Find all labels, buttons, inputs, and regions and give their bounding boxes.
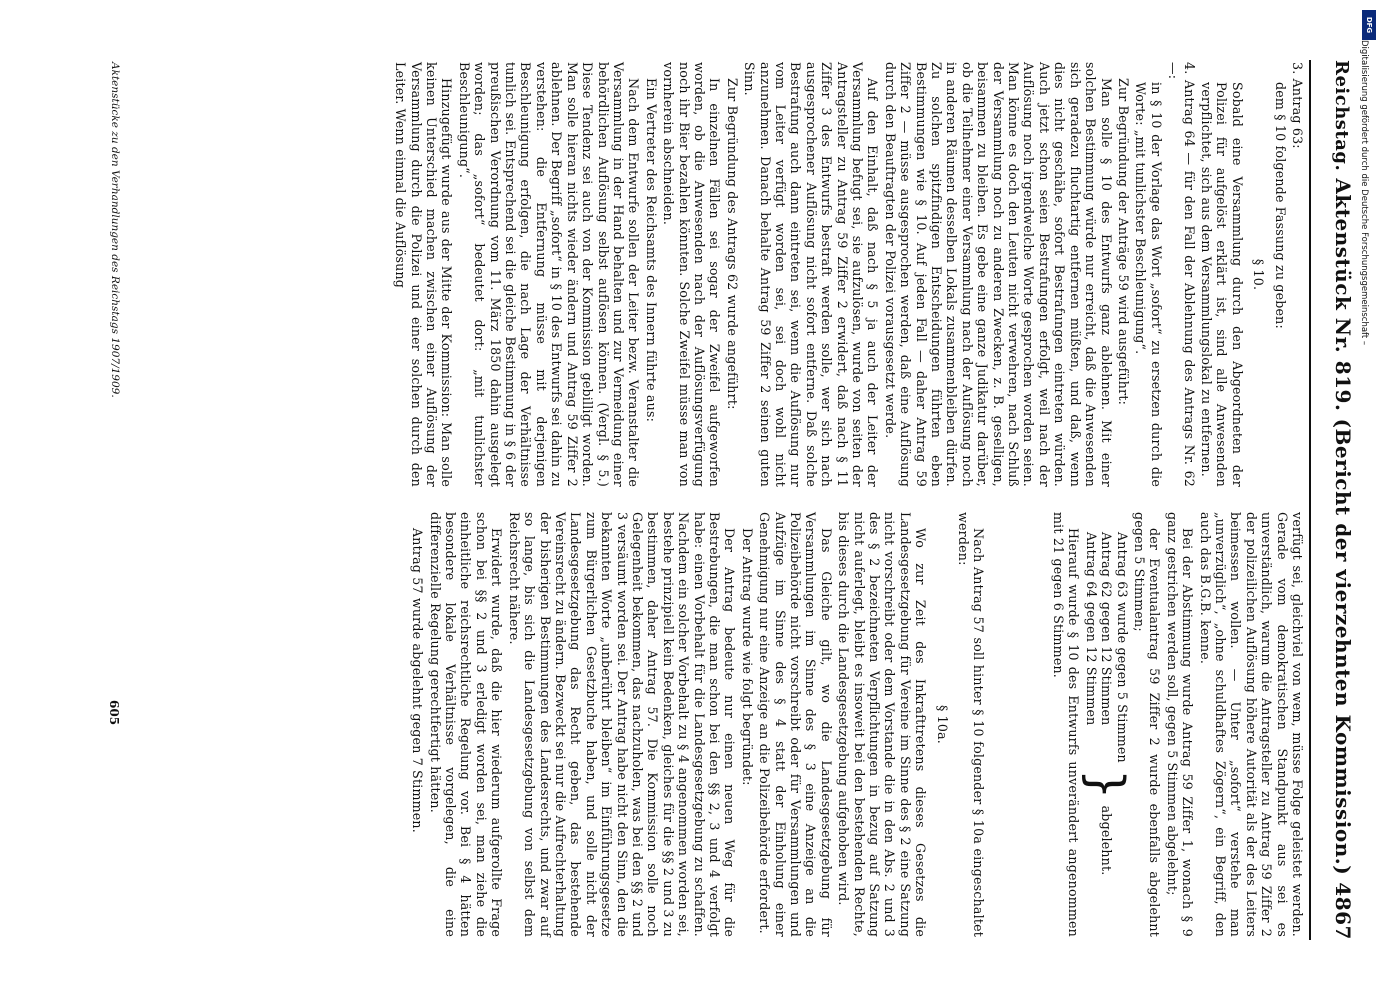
paragraph: Nach dem Entwurfe sollen der Leiter bezw. Veranstalter die Versammlung in der Hand behalten und zur Vermeidung einer behördlichen Auflösung selbst auflösen können. (Vergl. § 5.) Diese Tendenz sei auch von der Kommission gebilligt worden. Man solle hieran nichts wieder ändern und Antrag 59 Ziffer 2 ablehnen. Der Begriff „sofort“ in § 10 des Entwurfs sei dahin zu verstehen: die Entfernung müsse mit derjenigen Beschleunigung erfolgen, die nach Lage der Verhältnisse tunlich sei. Entsprechend sei die gleiche Bestimmung in § 6 der preußischen Verordnung vom 11. März 1850 dahin ausgelegt worden; das „sofort“ bedeutet dort: „mit tunlichster Beschleunigung“.	[456, 62, 642, 487]
paragraph: Das Gleiche gilt, wo die Landesgesetzgebung für Versammlungen im Sinne des § 3 eine Anzeige an die Polizeibehörde nicht vorschreibt oder für Versammlungen und Aufzüge im Sinne des § 4 statt der Einholung einer Genehmigung nur eine Anzeige an die Polizeibehörde erfordert.	[757, 512, 834, 937]
paragraph: Zur Begründung des Antrags 62 wurde angeführt:	[724, 78, 740, 410]
page-number: 4867	[1331, 882, 1355, 940]
page-header	[1315, 60, 1355, 940]
vote-line: Antrag 64 gegen 12 Stimmen	[1083, 532, 1099, 726]
dfg-logo-text: DFG	[1365, 16, 1373, 34]
paragraph: dem § 10 folgende Fassung zu geben:	[1272, 82, 1288, 329]
right-column	[408, 512, 1305, 937]
paragraph: Hinzugefügt wurde aus der Mitte der Kommission: Man solle keinen Unterschied machen zwischen einer Auflösung der Versammlung durch die Polizei und einer solchen durch den Leiter. Wenn einmal die Auflösung	[393, 62, 455, 487]
paragraph: Erwidert wurde, daß die hier wiederum aufgerollte Frage schon bei §§ 2 und 3 erledigt worden sei, man ziehe die einheitliche reichsrechtliche Regelung vor. Bei § 4 hätten besondere lokale Verhältnisse vorgelegen, die eine differenzielle Regelung gerechtfertigt hätten.	[427, 512, 505, 937]
paragraph: Der Antrag bedeute nur einen neuen Weg für die Bestrebungen, die man schon bei den §§ 2, 3 und 4 verfolgt habe: einen Vorbehalt für die Landesgesetzgebung zu schaffen. Nachdem ein solcher Vorbehalt zu § 4 angenommen worden sei, bestehe prinzipiell kein Bedenken, gleiches für die §§ 2 und 3 zu bestimmen, daher Antrag 57. Die Kommission solle noch Gelegenheit bekommen, das nachzuholen, was bei den §§ 2 und 3 versäumt worden sei. Der Antrag habe nicht den Sinn, den die bekannten Worte „unberührt bleiben“ im Einführungsgesetze zum Bürgerlichen Gesetzbuche haben, und solle nicht der Landesgesetzgebung das Recht geben, das bestehende Vereinsrecht zu ändern. Bezweckt sei nur die Aufrechterhaltung der bisherigen Bestimmungen des Landesrechts, und zwar auf so lange, bis sich die Landesgesetzgebung von selbst dem Reichsrecht nähere.	[506, 512, 738, 937]
footer-source: Aktenstücke zu den Verhandlungen des Reichstags 1907/1909.	[109, 62, 121, 398]
vote-line: Antrag 62 gegen 12 Stimmen	[1099, 532, 1115, 726]
paragraph: 3. Antrag 63:	[1290, 62, 1305, 149]
vote-result: abgelehnt.	[1099, 805, 1115, 876]
vote-results	[1078, 512, 1135, 937]
paragraph: Bei der Abstimmung wurde Antrag 59 Ziffer 1, wonach § 9 ganz gestrichen werden soll, gegen 5 Stimmen abgelehnt;	[1164, 512, 1196, 937]
header-report-title: (Bericht der vierzehnten Kommission.)	[1331, 418, 1355, 876]
paragraph: Hierauf wurde § 10 des Entwurfs unverändert angenommen mit 21 gegen 6 Stimmen.	[1050, 512, 1082, 937]
paragraph: in § 10 der Vorlage das Wort „sofort“ zu ersetzen durch die Worte: „mit tunlichster Beschleunigung“.	[1133, 82, 1164, 487]
header-document-number: Aktenstück Nr. 819.	[1331, 178, 1355, 412]
paragraph: Man solle § 10 des Entwurfs ganz ablehnen. Mit einer solchen Bestimmung würde nur erreicht, daß die Anwesenden sich geradezu fluchtartig entfernen müßten, und daß, wenn dies nicht geschähe, sofort Bestrafungen eintreten würden. Auch jetzt schon seien Bestrafungen erfolgt, weil nach der Auflösung noch irgendwelche Worte gesprochen worden seien. Man könne es doch den Leuten nicht verwehren, nach Schluß der Versammlung noch zu anderen Zwecken, z. B. geselligen, beisammen zu bleiben. Es gebe eine ganze Judikatur darüber, ob die Teilnehmer einer Versammlung nach der Auflösung noch in anderen Räumen desselben Lokals zusammenbleiben dürfen. Zu solchen spitzfindigen Entscheidungen führten eben Bestimmungen wie § 10. Auf jeden Fall — daher Antrag 59 Ziffer 2 — müsse ausgesprochen werden, daß eine Auflösung durch den Beauftragten der Polizei vorausgesetzt werde.	[882, 62, 1114, 487]
left-column	[391, 62, 1305, 487]
section-heading: § 10a.	[934, 704, 950, 745]
dfg-logo-icon	[1362, 10, 1376, 40]
vote-line: Antrag 63 wurde gegen 5 Stimmen	[1114, 532, 1130, 763]
paragraph: Sobald eine Versammlung durch den Abgeordneten der Polizei für aufgelöst erklärt ist, sind alle Anwesenden verpflichtet, sich aus dem Versammlungslokal zu entfernen.	[1198, 82, 1245, 487]
section-heading: § 10.	[1251, 258, 1267, 291]
digitization-note: Digitalisierung gefördert durch die Deutsche Forschungsgemeinschaft –	[1359, 40, 1369, 346]
paragraph: Zur Begründung der Anträge 59 wird ausgeführt:	[1115, 78, 1131, 406]
footer-signature-number: 605	[107, 700, 121, 726]
paragraph: Der Antrag wurde wie folgt begründet:	[739, 528, 755, 786]
curly-brace: }	[1078, 768, 1135, 800]
paragraph: Wo zur Zeit des Inkrafttretens dieses Gesetzes die Landesgesetzgebung für Vereine im Sinne des § 2 eine Satzung nicht vorschreibt oder dem Vorstande die in den Abs. 2 und 3 des § 2 bezeichneten Verpflichtungen in bezug auf Satzung nicht auferlegt, bleibt es insoweit bei den bestehenden Rechte, bis dieses durch die Landesgesetzgebung aufgehoben wird.	[836, 512, 929, 937]
paragraph: der Eventualantrag 59 Ziffer 2 wurde ebenfalls abgelehnt gegen 5 Stimmen;	[1131, 512, 1163, 937]
paragraph: Antrag 57 wurde abgelehnt gegen 7 Stimmen.	[410, 528, 426, 833]
paragraph: Nach Antrag 57 soll hinter § 10 folgender § 10a eingeschaltet werden:	[956, 512, 987, 937]
header-reichstag: Reichstag.	[1331, 60, 1352, 172]
vote-lines	[1083, 532, 1129, 763]
paragraph: 4. Antrag 64 — für den Fall der Ablehnung des Antrags Nr. 62 —:	[1166, 62, 1197, 487]
paragraph: Auf den Einhalt, daß nach § 5 ja auch der Leiter der Versammlung befugt sei, sie aufzulösen, wurde von seiten der Antragsteller zu Antrag 59 Ziffer 2 erwidert, daß nach § 11 Ziffer 3 des Entwurfs bestraft werden solle, wer sich nach ausgesprochener Auflösung nicht sofort entferne. Daß solche Bestrafung auch dann eintreten sei, wenn die Auflösung nur vom Leiter verfügt worden sei, sei doch wohl nicht anzunehmen. Danach behalte Antrag 59 Ziffer 2 seinen guten Sinn.	[742, 62, 881, 487]
header-divider	[1309, 60, 1311, 940]
spacer	[989, 512, 1049, 937]
paragraph: In einzelnen Fällen sei sogar der Zweifel aufgeworfen worden, ob die Anwesenden nach der Auflösungsverfügung noch ihr Bier bezahlen könnten. Solche Zweifel müsse man von vornherein abschneiden.	[661, 62, 723, 487]
paragraph: Ein Vertreter des Reichsamts des Innern führte aus:	[643, 78, 659, 423]
paragraph: verfügt sei, gleichviel von wem, müsse Folge geleistet werden. Gerade vom demokratischen Standpunkt aus sei es unverständlich, warum die Antragsteller zu Antrag 59 Ziffer 2 der polizeilichen Auflösung höhere Autorität als der des Leiters beimessen wollen. — Unter „sofort“ verstehe man „unverzüglich“, „ohne schuldhaftes Zögern“, ein Begriff, den auch das B.G.B. kenne.	[1197, 512, 1305, 937]
